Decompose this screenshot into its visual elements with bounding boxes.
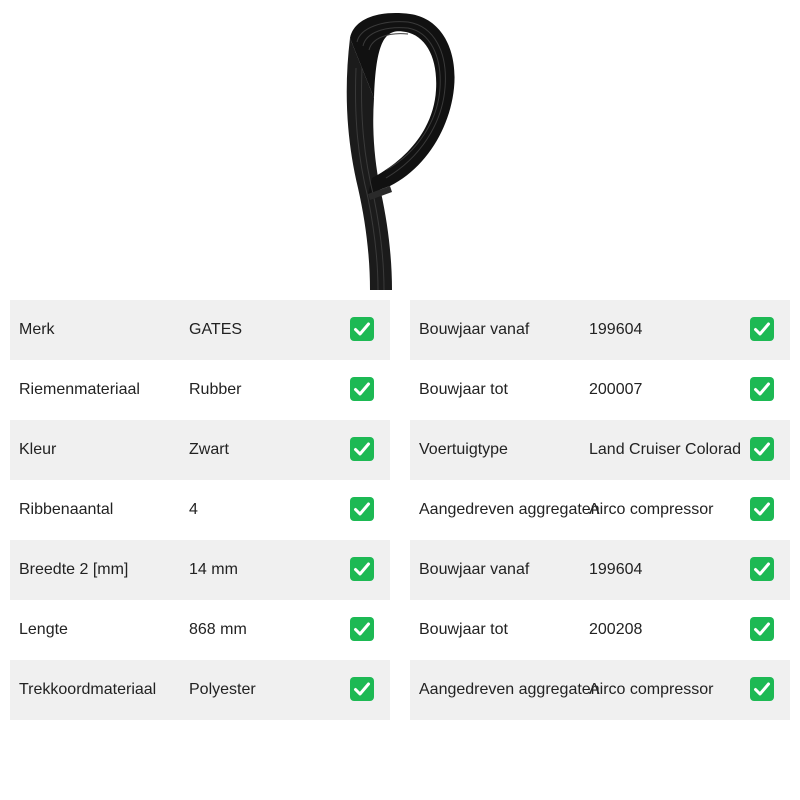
spec-value: Land Cruiser Colorad [589,441,742,458]
checkmark-icon [749,436,775,462]
spec-label: Trekkoordmateriaal [19,681,157,698]
spec-row [410,480,790,540]
spec-value: Airco compressor [589,681,714,698]
spec-label: Voertuigtype [419,441,508,458]
checkmark-icon [349,556,375,582]
checkmark-icon [749,316,775,342]
checkmark-icon [749,376,775,402]
spec-row [410,300,790,360]
spec-row [410,360,790,420]
spec-label: Bouwjaar vanaf [419,561,530,578]
spec-value: Polyester [189,681,256,698]
checkmark-icon [349,676,375,702]
spec-row [410,420,790,480]
spec-label: Breedte 2 [mm] [19,561,129,578]
spec-row [10,300,390,360]
spec-row [410,600,790,660]
spec-row [10,540,390,600]
spec-value: 14 mm [189,561,238,578]
spec-row [10,600,390,660]
checkmark-icon [749,676,775,702]
right-spec-table [410,300,790,720]
spec-label: Lengte [19,621,68,638]
spec-value: 4 [189,501,198,518]
spec-label: Ribbenaantal [19,501,114,518]
spec-value: 199604 [589,561,643,578]
spec-label: Kleur [19,441,57,458]
checkmark-icon [749,616,775,642]
spec-label: Bouwjaar vanaf [419,321,530,338]
checkmark-icon [349,376,375,402]
checkmark-icon [349,496,375,522]
spec-row [10,360,390,420]
spec-value: 199604 [589,321,643,338]
spec-label: Aangedreven aggregaten [419,681,600,698]
spec-value: Zwart [189,441,229,458]
checkmark-icon [749,556,775,582]
checkmark-icon [349,436,375,462]
spec-value: GATES [189,321,243,338]
spec-value: Airco compressor [589,501,714,518]
spec-value: 868 mm [189,621,247,638]
checkmark-icon [349,616,375,642]
spec-value: 200007 [589,381,643,398]
v-ribbed-belt-image [330,8,470,290]
spec-label: Aangedreven aggregaten [419,501,600,518]
spec-value: Rubber [189,381,242,398]
spec-row [10,480,390,540]
checkmark-icon [749,496,775,522]
spec-label: Bouwjaar tot [419,621,508,638]
left-spec-table [10,300,390,720]
spec-value: 200208 [589,621,643,638]
spec-label: Merk [19,321,55,338]
spec-label: Bouwjaar tot [419,381,508,398]
spec-row [10,420,390,480]
spec-row [410,540,790,600]
spec-row [410,660,790,720]
spec-label: Riemenmateriaal [19,381,140,398]
spec-row [10,660,390,720]
checkmark-icon [349,316,375,342]
